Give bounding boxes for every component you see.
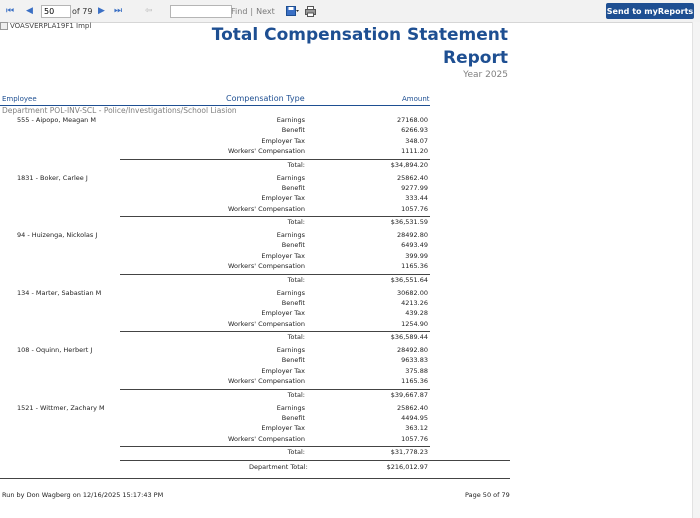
compensation-row bbox=[0, 184, 430, 194]
compensation-type: Earnings bbox=[276, 288, 305, 297]
save-icon bbox=[286, 6, 300, 17]
compensation-row bbox=[0, 147, 430, 157]
compensation-amount: 30682.00 bbox=[396, 288, 428, 297]
print-button[interactable] bbox=[305, 0, 316, 22]
employee-column-header: Employee bbox=[2, 95, 37, 103]
employee-total-label: Total: bbox=[287, 390, 305, 399]
total-divider bbox=[120, 331, 430, 332]
report-page bbox=[0, 22, 693, 518]
employee-name: 108 - Oquinn, Herbert J bbox=[17, 346, 93, 354]
compensation-type: Benefit bbox=[281, 183, 305, 192]
compensation-amount: 1165.36 bbox=[401, 377, 428, 386]
employee-total-amount: $36,551.64 bbox=[390, 275, 428, 284]
send-to-myreports-button[interactable]: Send to myReports bbox=[606, 3, 694, 19]
first-page-button[interactable]: ⏮ bbox=[6, 6, 15, 16]
compensation-type: Workers' Compensation bbox=[227, 204, 305, 213]
compensation-amount: 1111.20 bbox=[401, 147, 428, 156]
compensation-amount: 27168.00 bbox=[396, 116, 428, 124]
back-button[interactable]: ⇦ bbox=[145, 6, 153, 16]
compensation-amount: 28492.80 bbox=[396, 231, 428, 239]
export-dropdown-button[interactable] bbox=[286, 0, 300, 22]
compensation-amount: 1057.76 bbox=[401, 434, 428, 443]
compensation-type: Earnings bbox=[276, 116, 305, 124]
page-number-input[interactable] bbox=[41, 5, 71, 18]
employee-name: 1831 - Boker, Carlee J bbox=[17, 173, 88, 182]
last-page-button[interactable]: ⏭ bbox=[114, 6, 123, 16]
total-divider bbox=[120, 446, 430, 447]
total-divider bbox=[120, 274, 430, 275]
employee-total-label: Total: bbox=[287, 160, 305, 169]
compensation-row bbox=[0, 435, 430, 445]
broken-image-icon bbox=[0, 22, 8, 30]
compensation-amount: 6266.93 bbox=[401, 126, 428, 135]
employee-total-label: Total: bbox=[287, 333, 305, 342]
compensation-type: Benefit bbox=[281, 241, 305, 250]
find-input[interactable] bbox=[170, 5, 232, 18]
vertical-scrollbar[interactable] bbox=[692, 22, 700, 518]
compensation-type: Benefit bbox=[281, 413, 305, 422]
compensation-row bbox=[0, 252, 430, 262]
compensation-type: Benefit bbox=[281, 126, 305, 135]
compensation-type: Earnings bbox=[276, 173, 305, 182]
employee-name: 134 - Marter, Sabastian M bbox=[17, 288, 102, 297]
compensation-amount: 375.88 bbox=[405, 366, 428, 375]
employee-name: 94 - Huizenga, Nickolas J bbox=[17, 231, 98, 239]
employee-total-amount: $36,589.44 bbox=[390, 333, 428, 342]
compensation-type: Earnings bbox=[276, 346, 305, 354]
compensation-row bbox=[0, 414, 430, 424]
compensation-type: Earnings bbox=[276, 403, 305, 412]
compensation-row bbox=[0, 137, 430, 147]
department-total-amount: $216,012.97 bbox=[386, 463, 428, 471]
total-divider bbox=[120, 159, 430, 160]
compensation-amount: 439.28 bbox=[405, 309, 428, 318]
company-logo bbox=[0, 22, 91, 30]
department-total-label: Department Total: bbox=[249, 463, 308, 471]
previous-page-button[interactable]: ◀ bbox=[26, 6, 33, 16]
compensation-row bbox=[0, 262, 430, 272]
compensation-row bbox=[0, 116, 430, 126]
compensation-amount: 25862.40 bbox=[396, 173, 428, 182]
compensation-type: Earnings bbox=[276, 231, 305, 239]
compensation-amount: 348.07 bbox=[405, 136, 428, 145]
compensation-type: Workers' Compensation bbox=[227, 262, 305, 271]
compensation-amount: 1254.90 bbox=[401, 319, 428, 328]
total-divider bbox=[120, 216, 430, 217]
compensation-amount: 363.12 bbox=[405, 424, 428, 433]
total-divider bbox=[120, 389, 430, 390]
employee-total-amount: $36,531.59 bbox=[390, 218, 428, 227]
compensation-row bbox=[0, 174, 430, 184]
employee-total-row bbox=[0, 448, 430, 458]
compensation-row bbox=[0, 367, 430, 377]
compensation-row bbox=[0, 424, 430, 434]
employee-total-amount: $31,778.23 bbox=[390, 448, 428, 457]
employee-total-amount: $34,894.20 bbox=[390, 160, 428, 169]
compensation-type: Benefit bbox=[281, 356, 305, 365]
next-page-button[interactable]: ▶ bbox=[98, 6, 105, 16]
compensation-amount: 9633.83 bbox=[401, 356, 428, 365]
compensation-amount: 399.99 bbox=[405, 251, 428, 260]
footer-divider bbox=[0, 478, 510, 479]
department-total-divider bbox=[120, 460, 510, 461]
comp-type-column-header: Compensation Type bbox=[226, 94, 305, 103]
employee-name: 1521 - Wittmer, Zachary M bbox=[17, 403, 105, 412]
compensation-row bbox=[0, 299, 430, 309]
amount-column-header: Amount bbox=[402, 95, 430, 103]
compensation-amount: 25862.40 bbox=[396, 403, 428, 412]
page-count-label: of 79 bbox=[72, 6, 93, 16]
footer-run-by: Run by Don Wagberg on 12/16/2025 15:17:43 PM bbox=[2, 491, 164, 499]
compensation-type: Workers' Compensation bbox=[227, 434, 305, 443]
employee-total-row bbox=[0, 391, 430, 401]
compensation-type: Employer Tax bbox=[261, 194, 305, 203]
compensation-row bbox=[0, 205, 430, 215]
compensation-type: Employer Tax bbox=[261, 366, 305, 375]
employee-total-label: Total: bbox=[287, 448, 305, 457]
compensation-row bbox=[0, 404, 430, 414]
compensation-row bbox=[0, 356, 430, 366]
compensation-amount: 28492.80 bbox=[396, 346, 428, 354]
department-name: Department POL-INV-SCL - Police/Investigations/School Liasion bbox=[2, 106, 237, 115]
report-toolbar bbox=[0, 0, 700, 23]
compensation-row bbox=[0, 377, 430, 387]
footer-page-number: Page 50 of 79 bbox=[465, 491, 510, 499]
compensation-amount: 333.44 bbox=[405, 194, 428, 203]
compensation-type: Benefit bbox=[281, 298, 305, 307]
compensation-row bbox=[0, 231, 430, 241]
compensation-amount: 4213.26 bbox=[401, 298, 428, 307]
compensation-type: Employer Tax bbox=[261, 251, 305, 260]
compensation-row bbox=[0, 320, 430, 330]
printer-icon bbox=[305, 6, 316, 17]
compensation-type: Workers' Compensation bbox=[227, 147, 305, 156]
employee-total-label: Total: bbox=[287, 218, 305, 227]
compensation-row bbox=[0, 241, 430, 251]
logo-alt-text: VOASVERPLA19F1 Impl bbox=[10, 22, 92, 30]
employee-total-row bbox=[0, 161, 430, 171]
employee-total-row bbox=[0, 276, 430, 286]
toolbar-separator: | bbox=[250, 6, 254, 16]
employee-total-row bbox=[0, 218, 430, 228]
compensation-type: Workers' Compensation bbox=[227, 377, 305, 386]
employee-total-row bbox=[0, 333, 430, 343]
employee-total-amount: $39,667.87 bbox=[390, 390, 428, 399]
report-title-line2: Report bbox=[443, 48, 508, 68]
find-link[interactable]: Find bbox=[231, 6, 248, 16]
compensation-amount: 4494.95 bbox=[401, 413, 428, 422]
compensation-type: Workers' Compensation bbox=[227, 319, 305, 328]
compensation-row bbox=[0, 289, 430, 299]
report-title: Total Compensation Statement bbox=[211, 25, 508, 45]
compensation-row bbox=[0, 346, 430, 356]
employee-name: 555 - Aipopo, Meagan M bbox=[17, 116, 96, 124]
compensation-amount: 9277.99 bbox=[401, 183, 428, 192]
compensation-type: Employer Tax bbox=[261, 424, 305, 433]
compensation-amount: 6493.49 bbox=[401, 241, 428, 250]
report-year: Year 2025 bbox=[463, 70, 508, 80]
compensation-row bbox=[0, 309, 430, 319]
compensation-amount: 1165.36 bbox=[401, 262, 428, 271]
compensation-row bbox=[0, 194, 430, 204]
compensation-amount: 1057.76 bbox=[401, 204, 428, 213]
employee-total-label: Total: bbox=[287, 275, 305, 284]
compensation-row bbox=[0, 126, 430, 136]
next-link[interactable]: Next bbox=[256, 6, 275, 16]
compensation-type: Employer Tax bbox=[261, 136, 305, 145]
compensation-type: Employer Tax bbox=[261, 309, 305, 318]
